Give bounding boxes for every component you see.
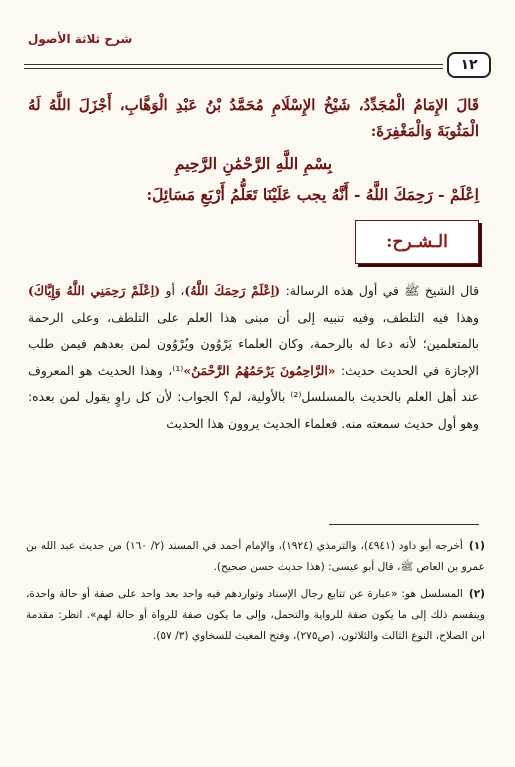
header-rule xyxy=(24,64,443,65)
sharh-heading-box xyxy=(355,220,479,264)
quote-rahimani: (اِعْلَمْ رَحِمَنِي اللَّهُ وَإِيَّاكَ) xyxy=(28,283,161,298)
header-rule-thin xyxy=(24,68,443,69)
matn-text: اِعْلَمْ - رَحِمَكَ اللَّهُ - أَنَّهُ يجب عَلَيْنَا تَعَلُّمُ أَرْبَعِ مَسَائِلَ: xyxy=(146,185,479,204)
hadith-quote: «الرَّاحِمُونَ يَرْحَمُهُمُ الرَّحْمَنُ» xyxy=(183,362,336,378)
footnote-1 xyxy=(26,536,485,578)
page-number: ١٢ xyxy=(447,52,491,78)
footnote-number: (١) xyxy=(468,540,486,552)
basmala: بِسْمِ اللَّهِ الرَّحْمَٰنِ الرَّحِيمِ xyxy=(174,154,333,173)
commentary-paragraph xyxy=(28,278,479,437)
body-text-2: ، أو xyxy=(160,283,185,298)
footnote-rule xyxy=(329,524,479,525)
page-content xyxy=(28,92,479,437)
body-text-1: قال الشيخ ﷺ في أول هذه الرسالة: xyxy=(280,283,479,298)
page-header xyxy=(24,28,491,86)
intro-text: قَالَ الإِمَامُ الْمُجَدِّدُ، شَيْخُ الإِسْلَامِ مُحَمَّدُ بْنُ عَبْدِ الْوَهَّابِ، أَجْزَلَ اللَّهُ لَهُ الْمَثُوبَةَ وَالْمَغْفِرَةَ: xyxy=(28,96,479,140)
body-text-4: ⁽¹⁾، وهذا الحديث هو المعروف عند أهل العلم بالحديث بالمسلسل⁽²⁾ بالأولية، لم؟ الجواب: لأن كل راوٍ يقول لمن بعده: وهو أول حديث سمعته منه. فعلماء الحديث يروون هذا الحديث xyxy=(28,362,479,431)
running-title: شرح ثلاثة الأصول xyxy=(28,32,133,46)
footnote-2 xyxy=(26,584,485,647)
body-text-3: وهذا فيه التلطف، وفيه تنبيه إلى أن مبنى هذا العلم على التلطف، وعلى الرحمة بالمتعلمين؛ لأنه دعا له بالرحمة، وكان العلماء يَرْوُون ويُرْوُون لمن بعدهم فيمن طلب الإجازة في الحديث حديث: xyxy=(28,309,480,378)
footnote-text: أخرجه أبو داود (٤٩٤١)، والترمذي (١٩٢٤)، والإمام أحمد في المسند (٢/ ١٦٠) من حديث عبد الله بن عمرو بن العاص ﷺ، قال أبو عيسى: (هذا حديث حسن صحيح). xyxy=(26,540,485,573)
footnote-number: (٢) xyxy=(468,588,485,600)
quote-rahimaka: (اِعْلَمْ رَحِمَكَ اللَّهُ) xyxy=(184,283,281,298)
footnote-text: المسلسل هو: «عبارة عن تتابع رجال الإسناد وتواردهم فيه واحد بعد واحد على صفة أو حالة واحدة، وينقسم ذلك إلى ما يكون صفة للرواية والتحمل، وإلى ما يكون صفة للرواة أو حالة لهم». انظر: مقدمة ابن الصلاح، النوع الثالث والثلاثون، (ص٢٧٥)، وفتح المغيث للسخاوي (٣/ ٥٧). xyxy=(26,588,485,642)
sharh-heading: الـشـرح: xyxy=(386,232,448,252)
footnotes xyxy=(26,536,485,653)
